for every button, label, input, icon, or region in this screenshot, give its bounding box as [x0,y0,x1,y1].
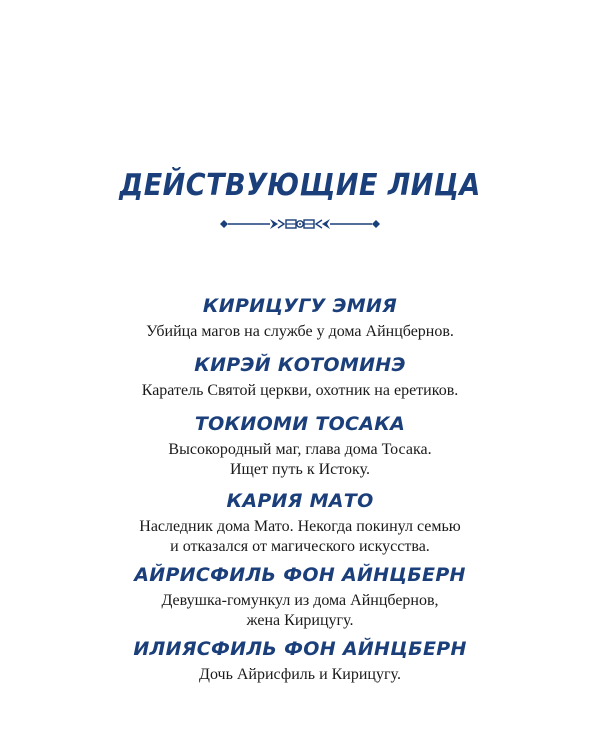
character-description: Дочь Айрисфиль и Кирицугу. [199,666,401,683]
character-name: КИРЭЙ КОТОМИНЭ [194,354,406,376]
character-entry [0,412,600,480]
character-description: Высокородный маг, глава дома Тосака. Ищет путь к Истоку. [168,441,432,478]
character-name: АЙРИСФИЛЬ ФОН АЙНЦБЕРН [134,564,466,586]
character-entry [0,294,600,342]
character-name: ТОКИОМИ ТОСАКА [194,413,406,435]
character-entry [0,637,600,685]
character-description: Убийца магов на службе у дома Айнцбернов. [146,323,454,340]
character-description: Девушка-гомункул из дома Айнцбернов, жена Кирицугу. [161,592,439,629]
character-description: Наследник дома Мато. Некогда покинул семью и отказался от магического искусства. [139,518,461,555]
decorative-divider-ornament [218,213,382,235]
character-name: КАРИЯ МАТО [226,490,374,512]
character-description: Каратель Святой церкви, охотник на еретиков. [141,382,459,399]
character-entry [0,353,600,401]
page-title: ДЕЙСТВУЮЩИЕ ЛИЦА [119,168,481,203]
character-name: ИЛИЯСФИЛЬ ФОН АЙНЦБЕРН [133,638,467,660]
character-name: КИРИЦУГУ ЭМИЯ [202,295,398,317]
character-entry [0,489,600,557]
character-entry [0,563,600,631]
